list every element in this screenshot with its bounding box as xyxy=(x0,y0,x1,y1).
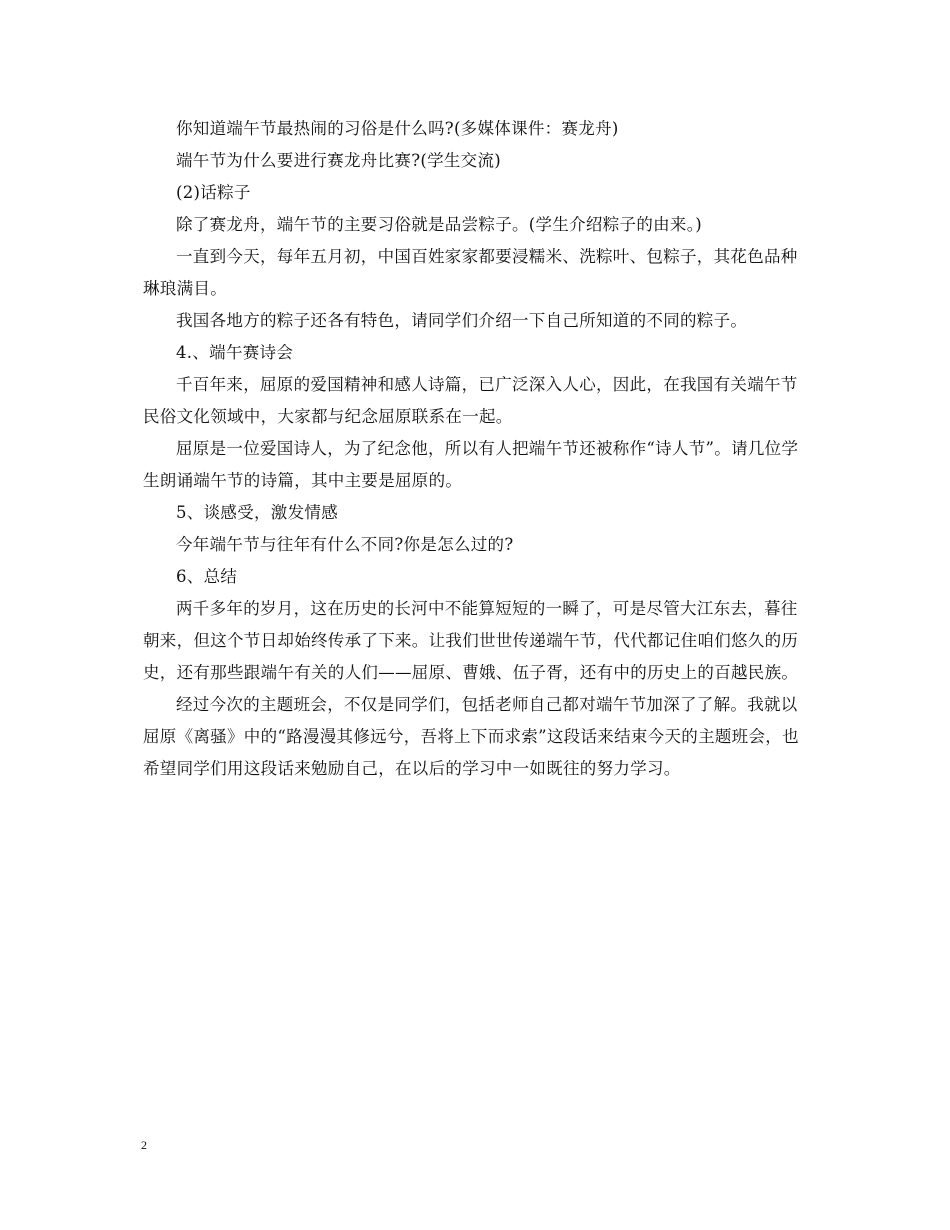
document-body xyxy=(143,113,808,785)
paragraph: 经过今次的主题班会，不仅是同学们，包括老师自己都对端午节加深了了解。我就以屈原《离骚》中的“路漫漫其修远兮，吾将上下而求索”这段话来结束今天的主题班会，也希望同学们用这段话来勉励自己，在以后的学习中一如既往的努力学习。 xyxy=(143,695,799,778)
paragraph: 今年端午节与往年有什么不同?你是怎么过的? xyxy=(176,535,514,554)
section-heading: 4.、端午赛诗会 xyxy=(176,343,294,362)
paragraph: 端午节为什么要进行赛龙舟比赛?(学生交流) xyxy=(176,151,502,170)
paragraph: 你知道端午节最热闹的习俗是什么吗?(多媒体课件：赛龙舟) xyxy=(176,119,619,138)
paragraph: 除了赛龙舟，端午节的主要习俗就是品尝粽子。(学生介绍粽子的由来。) xyxy=(176,215,703,234)
page-number: 2 xyxy=(141,1138,147,1152)
section-heading: 6、总结 xyxy=(176,567,238,586)
section-heading: 5、谈感受，激发情感 xyxy=(176,503,338,522)
paragraph: 千百年来，屈原的爱国精神和感人诗篇，已广泛深入人心，因此，在我国有关端午节民俗文化领域中，大家都与纪念屈原联系在一起。 xyxy=(143,375,798,426)
paragraph: 两千多年的岁月，这在历史的长河中不能算短短的一瞬了，可是尽管大江东去，暮往朝来，但这个节日却始终传承了下来。让我们世世传递端午节，代代都记住咱们悠久的历史，还有那些跟端午有关的人们——屈原、曹娥、伍子胥，还有中的历史上的百越民族。 xyxy=(143,599,799,682)
paragraph: 屈原是一位爱国诗人，为了纪念他，所以有人把端午节还被称作“诗人节”。请几位学生朗诵端午节的诗篇，其中主要是屈原的。 xyxy=(143,439,799,490)
section-heading: (2)话粽子 xyxy=(176,183,251,202)
paragraph: 一直到今天，每年五月初，中国百姓家家都要浸糯米、洗粽叶、包粽子，其花色品种琳琅满目。 xyxy=(143,247,798,298)
paragraph: 我国各地方的粽子还各有特色，请同学们介绍一下自己所知道的不同的粽子。 xyxy=(176,311,748,330)
